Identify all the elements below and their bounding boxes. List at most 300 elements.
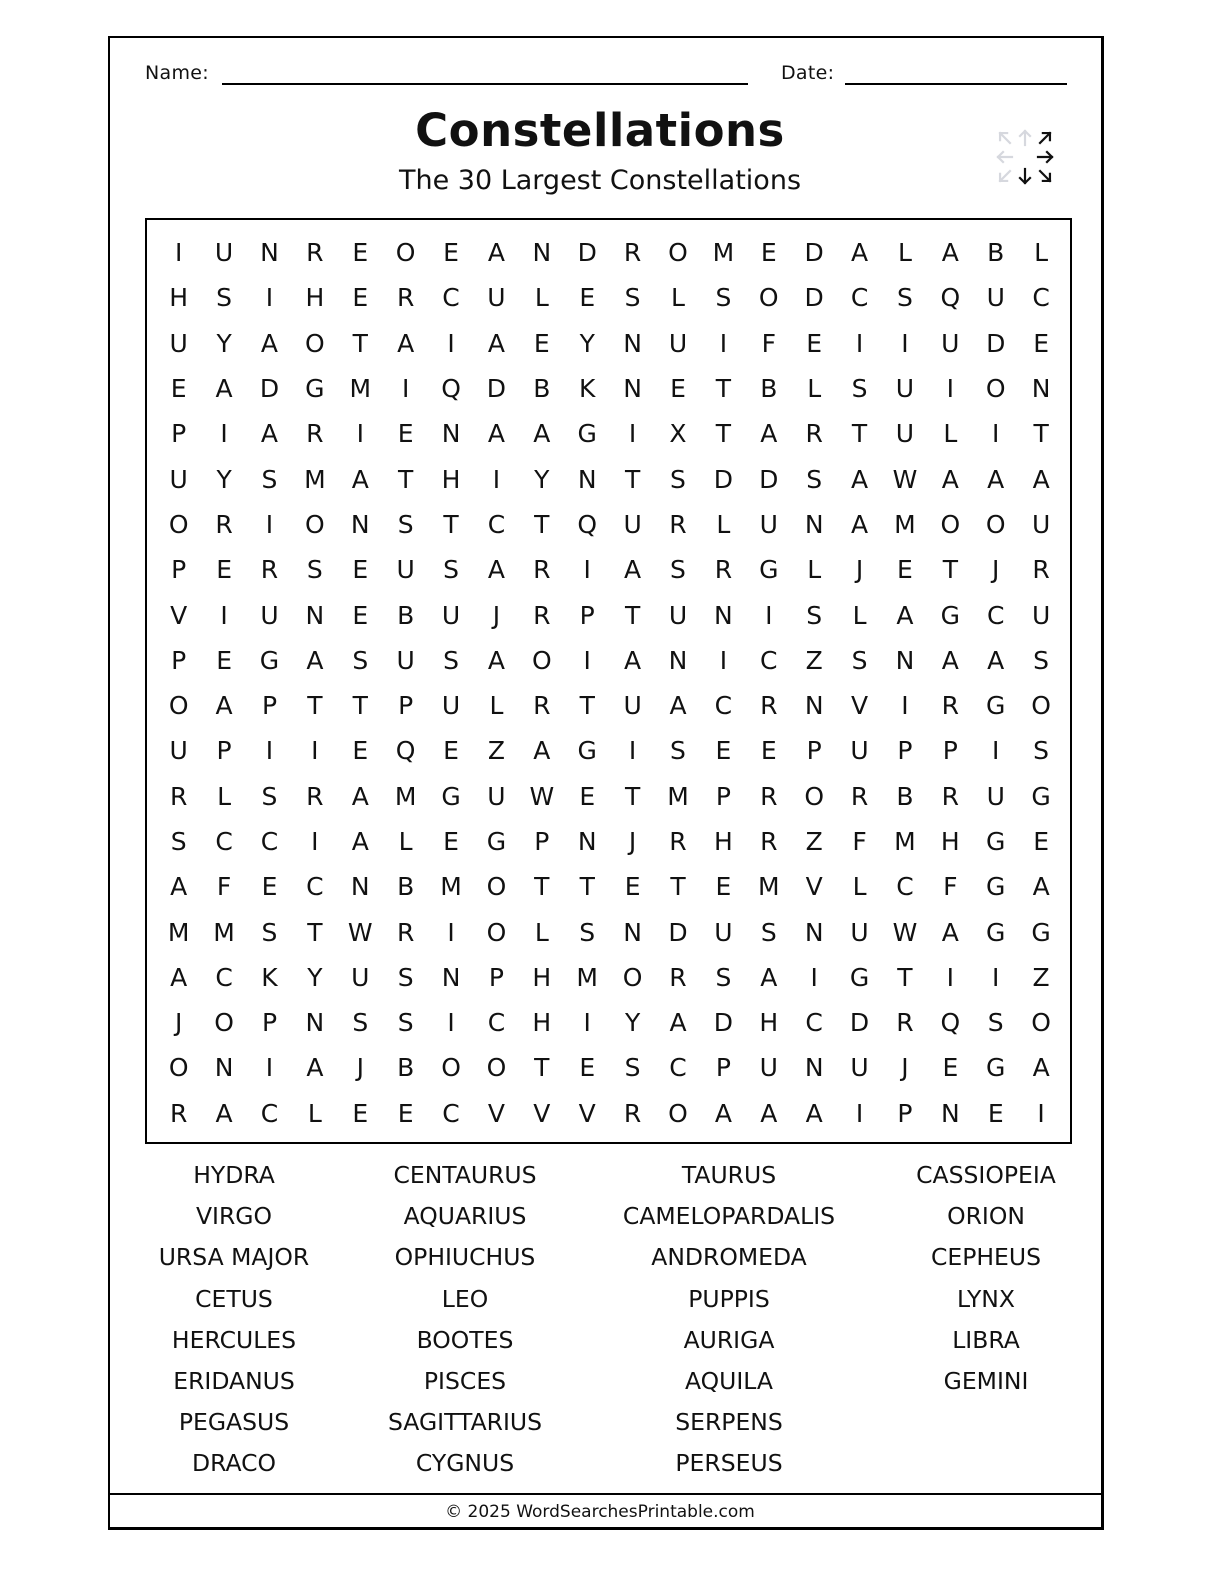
grid-cell[interactable]: O bbox=[395, 238, 416, 268]
grid-cell[interactable]: R bbox=[533, 555, 551, 585]
grid-cell[interactable]: I bbox=[311, 736, 319, 766]
grid-cell[interactable]: M bbox=[440, 872, 462, 902]
grid-cell[interactable]: O bbox=[305, 509, 325, 539]
grid-cell[interactable]: U bbox=[169, 328, 188, 358]
grid-cell[interactable]: R bbox=[396, 283, 415, 313]
grid-cell[interactable]: P bbox=[171, 555, 187, 585]
grid-cell[interactable]: J bbox=[901, 1053, 909, 1083]
grid-cell[interactable]: M bbox=[757, 872, 780, 902]
grid-cell[interactable]: I bbox=[719, 328, 728, 358]
grid-cell[interactable]: N bbox=[623, 374, 642, 404]
grid-cell[interactable]: A bbox=[669, 691, 687, 721]
grid-cell[interactable]: I bbox=[992, 962, 1000, 992]
grid-cell[interactable]: A bbox=[215, 691, 233, 721]
grid-cell[interactable]: N bbox=[350, 509, 370, 539]
grid-cell[interactable]: J bbox=[492, 600, 501, 630]
grid-cell[interactable]: A bbox=[941, 238, 959, 268]
grid-cell[interactable]: E bbox=[216, 645, 232, 675]
grid-cell[interactable]: S bbox=[760, 917, 777, 947]
grid-cell[interactable]: S bbox=[670, 555, 686, 585]
grid-cell[interactable]: G bbox=[486, 827, 507, 856]
grid-cell[interactable]: S bbox=[443, 555, 459, 585]
grid-cell[interactable]: L bbox=[807, 555, 822, 585]
grid-cell[interactable]: A bbox=[487, 328, 505, 358]
grid-cell[interactable]: U bbox=[986, 781, 1005, 811]
grid-cell[interactable]: I bbox=[855, 1098, 864, 1128]
grid-cell[interactable]: U bbox=[169, 464, 188, 494]
grid-cell[interactable]: R bbox=[1032, 555, 1050, 585]
grid-cell[interactable]: P bbox=[171, 419, 187, 449]
grid-cell[interactable]: A bbox=[351, 781, 369, 811]
grid-cell[interactable]: N bbox=[577, 827, 597, 856]
grid-cell[interactable]: L bbox=[1034, 238, 1049, 268]
grid-cell[interactable]: T bbox=[398, 464, 414, 494]
grid-cell[interactable]: H bbox=[169, 283, 189, 313]
grid-cell[interactable]: A bbox=[987, 464, 1005, 494]
grid-cell[interactable]: Q bbox=[441, 374, 461, 404]
grid-cell[interactable]: S bbox=[670, 464, 686, 494]
grid-cell[interactable]: U bbox=[169, 736, 188, 766]
name-field[interactable] bbox=[222, 83, 748, 85]
grid-cell[interactable]: H bbox=[305, 283, 325, 313]
grid-cell[interactable]: U bbox=[441, 691, 461, 721]
grid-cell[interactable]: C bbox=[442, 1098, 460, 1128]
grid-cell[interactable]: N bbox=[260, 238, 279, 268]
grid-cell[interactable]: V bbox=[851, 691, 869, 721]
grid-cell[interactable]: S bbox=[170, 827, 187, 856]
grid-cell[interactable]: Q bbox=[940, 1008, 961, 1038]
grid-cell[interactable]: T bbox=[307, 917, 323, 947]
grid-cell[interactable]: I bbox=[765, 600, 773, 630]
grid-cell[interactable]: R bbox=[850, 781, 869, 811]
grid-cell[interactable]: F bbox=[216, 872, 232, 902]
grid-cell[interactable]: C bbox=[260, 1098, 279, 1128]
grid-cell[interactable]: I bbox=[265, 509, 274, 539]
grid-cell[interactable]: U bbox=[214, 238, 234, 268]
grid-cell[interactable]: A bbox=[306, 1053, 324, 1083]
grid-cell[interactable]: I bbox=[220, 419, 228, 449]
grid-cell[interactable]: O bbox=[214, 1008, 234, 1038]
grid-cell[interactable]: H bbox=[713, 827, 733, 856]
grid-cell[interactable]: C bbox=[805, 1008, 823, 1038]
grid-cell[interactable]: R bbox=[170, 781, 188, 811]
grid-cell[interactable]: I bbox=[265, 1053, 274, 1083]
grid-cell[interactable]: S bbox=[261, 917, 278, 947]
grid-cell[interactable]: B bbox=[987, 238, 1005, 268]
grid-cell[interactable]: R bbox=[760, 781, 778, 811]
grid-cell[interactable]: S bbox=[715, 283, 732, 313]
grid-cell[interactable]: J bbox=[628, 827, 637, 856]
grid-cell[interactable]: A bbox=[624, 555, 642, 585]
grid-cell[interactable]: A bbox=[215, 374, 233, 404]
grid-cell[interactable]: P bbox=[261, 691, 278, 721]
grid-cell[interactable]: D bbox=[259, 374, 280, 404]
grid-cell[interactable]: T bbox=[897, 962, 913, 992]
grid-cell[interactable]: N bbox=[1031, 374, 1051, 404]
grid-cell[interactable]: E bbox=[579, 1053, 596, 1083]
grid-cell[interactable]: S bbox=[397, 1008, 414, 1038]
grid-cell[interactable]: B bbox=[397, 872, 415, 902]
grid-cell[interactable]: G bbox=[986, 1053, 1006, 1083]
grid-cell[interactable]: S bbox=[851, 645, 868, 675]
grid-cell[interactable]: J bbox=[175, 1008, 183, 1038]
grid-cell[interactable]: Y bbox=[216, 328, 232, 358]
grid-cell[interactable]: T bbox=[579, 872, 595, 902]
grid-cell[interactable]: H bbox=[532, 1008, 552, 1038]
grid-cell[interactable]: D bbox=[759, 464, 779, 494]
grid-cell[interactable]: R bbox=[669, 962, 687, 992]
grid-cell[interactable]: C bbox=[215, 962, 233, 992]
grid-cell[interactable]: H bbox=[940, 827, 960, 856]
grid-cell[interactable]: A bbox=[397, 328, 415, 358]
grid-cell[interactable]: L bbox=[716, 509, 731, 539]
grid-cell[interactable]: L bbox=[398, 827, 413, 856]
grid-cell[interactable]: L bbox=[489, 691, 504, 721]
grid-cell[interactable]: O bbox=[441, 1053, 461, 1083]
grid-cell[interactable]: E bbox=[216, 555, 232, 585]
grid-cell[interactable]: E bbox=[715, 736, 732, 766]
grid-cell[interactable]: A bbox=[215, 1098, 233, 1128]
grid-cell[interactable]: A bbox=[306, 645, 324, 675]
grid-cell[interactable]: N bbox=[940, 1098, 960, 1128]
grid-cell[interactable]: N bbox=[305, 600, 325, 630]
grid-cell[interactable]: M bbox=[667, 781, 689, 811]
grid-cell[interactable]: U bbox=[351, 962, 370, 992]
grid-cell[interactable]: N bbox=[623, 328, 642, 358]
grid-cell[interactable]: S bbox=[306, 555, 323, 585]
grid-cell[interactable]: T bbox=[352, 328, 368, 358]
grid-cell[interactable]: G bbox=[1031, 781, 1051, 811]
grid-cell[interactable]: T bbox=[715, 419, 732, 449]
grid-cell[interactable]: I bbox=[447, 917, 455, 947]
grid-cell[interactable]: T bbox=[670, 872, 686, 902]
grid-cell[interactable]: R bbox=[896, 1008, 914, 1038]
grid-cell[interactable]: U bbox=[623, 691, 642, 721]
grid-cell[interactable]: A bbox=[714, 1098, 732, 1128]
grid-cell[interactable]: E bbox=[443, 238, 459, 268]
grid-cell[interactable]: T bbox=[624, 464, 641, 494]
grid-cell[interactable]: P bbox=[897, 1098, 913, 1128]
grid-cell[interactable]: O bbox=[486, 917, 507, 947]
grid-cell[interactable]: P bbox=[715, 1053, 731, 1083]
grid-cell[interactable]: S bbox=[897, 283, 913, 313]
grid-cell[interactable]: G bbox=[577, 736, 597, 766]
grid-cell[interactable]: R bbox=[260, 555, 279, 585]
grid-cell[interactable]: C bbox=[760, 645, 778, 675]
grid-cell[interactable]: A bbox=[941, 917, 959, 947]
grid-cell[interactable]: Q bbox=[577, 509, 598, 539]
grid-cell[interactable]: P bbox=[398, 691, 414, 721]
grid-cell[interactable]: R bbox=[941, 691, 960, 721]
grid-cell[interactable]: A bbox=[487, 238, 505, 268]
grid-cell[interactable]: P bbox=[216, 736, 232, 766]
grid-cell[interactable]: E bbox=[170, 374, 187, 404]
grid-cell[interactable]: M bbox=[213, 917, 235, 947]
grid-cell[interactable]: S bbox=[987, 1008, 1004, 1038]
grid-cell[interactable]: D bbox=[713, 464, 734, 494]
grid-cell[interactable]: N bbox=[668, 645, 688, 675]
grid-cell[interactable]: N bbox=[441, 962, 461, 992]
grid-cell[interactable]: T bbox=[942, 555, 958, 585]
grid-cell[interactable]: S bbox=[579, 917, 596, 947]
grid-cell[interactable]: O bbox=[985, 509, 1006, 539]
grid-cell[interactable]: G bbox=[986, 827, 1006, 856]
grid-cell[interactable]: U bbox=[487, 781, 506, 811]
grid-cell[interactable]: M bbox=[349, 374, 372, 404]
grid-cell[interactable]: P bbox=[579, 600, 595, 630]
grid-cell[interactable]: I bbox=[311, 827, 319, 856]
grid-cell[interactable]: R bbox=[306, 419, 324, 449]
grid-cell[interactable]: I bbox=[492, 464, 501, 494]
grid-cell[interactable]: E bbox=[397, 419, 414, 449]
grid-cell[interactable]: S bbox=[261, 464, 278, 494]
grid-cell[interactable]: E bbox=[897, 555, 913, 585]
grid-cell[interactable]: U bbox=[623, 509, 642, 539]
grid-cell[interactable]: V bbox=[805, 872, 823, 902]
grid-cell[interactable]: W bbox=[529, 781, 555, 811]
grid-cell[interactable]: X bbox=[669, 419, 687, 449]
grid-cell[interactable]: U bbox=[850, 1053, 869, 1083]
grid-cell[interactable]: A bbox=[487, 419, 505, 449]
grid-cell[interactable]: T bbox=[352, 691, 368, 721]
grid-cell[interactable]: I bbox=[401, 374, 410, 404]
grid-cell[interactable]: G bbox=[759, 555, 779, 585]
grid-cell[interactable]: G bbox=[986, 691, 1006, 721]
grid-cell[interactable]: N bbox=[577, 464, 597, 494]
grid-cell[interactable]: A bbox=[851, 464, 869, 494]
grid-cell[interactable]: A bbox=[170, 872, 188, 902]
grid-cell[interactable]: Y bbox=[534, 464, 550, 494]
grid-cell[interactable]: U bbox=[396, 555, 415, 585]
grid-cell[interactable]: T bbox=[307, 691, 323, 721]
grid-cell[interactable]: P bbox=[534, 827, 550, 856]
grid-cell[interactable]: O bbox=[486, 872, 507, 902]
grid-cell[interactable]: V bbox=[170, 600, 188, 630]
grid-cell[interactable]: W bbox=[892, 917, 918, 947]
grid-cell[interactable]: A bbox=[624, 645, 642, 675]
grid-cell[interactable]: O bbox=[668, 1098, 688, 1128]
grid-cell[interactable]: I bbox=[1037, 1098, 1045, 1128]
grid-cell[interactable]: U bbox=[850, 917, 869, 947]
grid-cell[interactable]: I bbox=[946, 962, 955, 992]
grid-cell[interactable]: M bbox=[894, 509, 916, 539]
grid-cell[interactable]: U bbox=[668, 328, 688, 358]
grid-cell[interactable]: O bbox=[1031, 691, 1051, 721]
grid-cell[interactable]: T bbox=[624, 600, 641, 630]
grid-cell[interactable]: N bbox=[214, 1053, 234, 1083]
grid-cell[interactable]: F bbox=[852, 827, 867, 856]
grid-cell[interactable]: E bbox=[987, 1098, 1004, 1128]
grid-cell[interactable]: R bbox=[623, 1098, 642, 1128]
grid-cell[interactable]: A bbox=[760, 419, 778, 449]
grid-cell[interactable]: U bbox=[941, 328, 960, 358]
grid-cell[interactable]: R bbox=[306, 781, 324, 811]
grid-cell[interactable]: O bbox=[940, 509, 961, 539]
grid-cell[interactable]: U bbox=[441, 600, 461, 630]
grid-cell[interactable]: E bbox=[261, 872, 278, 902]
grid-cell[interactable]: S bbox=[624, 283, 641, 313]
grid-cell[interactable]: R bbox=[623, 238, 642, 268]
grid-cell[interactable]: I bbox=[901, 691, 909, 721]
grid-cell[interactable]: Y bbox=[579, 328, 595, 358]
grid-cell[interactable]: D bbox=[713, 1008, 734, 1038]
grid-cell[interactable]: Q bbox=[940, 283, 961, 313]
grid-cell[interactable]: O bbox=[758, 283, 779, 313]
grid-cell[interactable]: R bbox=[170, 1098, 188, 1128]
grid-cell[interactable]: A bbox=[1032, 464, 1050, 494]
grid-cell[interactable]: N bbox=[532, 238, 552, 268]
grid-cell[interactable]: G bbox=[577, 419, 597, 449]
grid-cell[interactable]: A bbox=[851, 509, 869, 539]
grid-cell[interactable]: G bbox=[986, 872, 1006, 902]
grid-cell[interactable]: O bbox=[985, 374, 1006, 404]
grid-cell[interactable]: R bbox=[215, 509, 233, 539]
grid-cell[interactable]: E bbox=[533, 328, 550, 358]
grid-cell[interactable]: B bbox=[896, 781, 914, 811]
grid-cell[interactable]: Q bbox=[395, 736, 416, 766]
grid-cell[interactable]: O bbox=[486, 1053, 507, 1083]
grid-cell[interactable]: S bbox=[715, 962, 732, 992]
grid-cell[interactable]: E bbox=[579, 781, 596, 811]
grid-cell[interactable]: C bbox=[260, 827, 279, 856]
grid-cell[interactable]: P bbox=[171, 645, 187, 675]
grid-cell[interactable]: L bbox=[534, 917, 549, 947]
grid-cell[interactable]: R bbox=[396, 917, 415, 947]
grid-cell[interactable]: O bbox=[804, 781, 824, 811]
grid-cell[interactable]: M bbox=[712, 238, 735, 268]
grid-cell[interactable]: N bbox=[305, 1008, 325, 1038]
grid-cell[interactable]: M bbox=[576, 962, 598, 992]
grid-cell[interactable]: O bbox=[168, 1053, 189, 1083]
grid-cell[interactable]: E bbox=[624, 872, 641, 902]
grid-cell[interactable]: I bbox=[901, 328, 909, 358]
grid-cell[interactable]: S bbox=[397, 962, 414, 992]
grid-cell[interactable]: E bbox=[760, 238, 777, 268]
grid-cell[interactable]: P bbox=[897, 736, 913, 766]
grid-cell[interactable]: R bbox=[714, 555, 733, 585]
grid-cell[interactable]: U bbox=[895, 374, 915, 404]
grid-cell[interactable]: I bbox=[583, 1008, 591, 1038]
grid-cell[interactable]: E bbox=[942, 1053, 959, 1083]
grid-cell[interactable]: D bbox=[804, 283, 824, 313]
grid-cell[interactable]: E bbox=[352, 555, 369, 585]
grid-cell[interactable]: C bbox=[986, 600, 1005, 630]
grid-cell[interactable]: I bbox=[719, 645, 728, 675]
grid-cell[interactable]: C bbox=[306, 872, 324, 902]
grid-cell[interactable]: L bbox=[534, 283, 549, 313]
grid-cell[interactable]: A bbox=[533, 736, 551, 766]
grid-cell[interactable]: O bbox=[168, 509, 189, 539]
grid-cell[interactable]: N bbox=[804, 509, 824, 539]
grid-cell[interactable]: H bbox=[759, 1008, 779, 1038]
grid-cell[interactable]: Z bbox=[1032, 962, 1050, 992]
grid-cell[interactable]: A bbox=[351, 464, 369, 494]
grid-cell[interactable]: H bbox=[532, 962, 552, 992]
grid-cell[interactable]: G bbox=[849, 962, 870, 992]
grid-cell[interactable]: C bbox=[1032, 283, 1050, 313]
grid-cell[interactable]: A bbox=[487, 555, 505, 585]
grid-cell[interactable]: S bbox=[806, 464, 823, 494]
grid-cell[interactable]: P bbox=[715, 781, 731, 811]
grid-cell[interactable]: Z bbox=[805, 827, 823, 856]
grid-cell[interactable]: N bbox=[623, 917, 642, 947]
grid-cell[interactable]: S bbox=[443, 645, 459, 675]
grid-cell[interactable]: G bbox=[259, 645, 280, 675]
grid-cell[interactable]: L bbox=[807, 374, 822, 404]
grid-cell[interactable]: B bbox=[533, 374, 551, 404]
grid-cell[interactable]: D bbox=[486, 374, 507, 404]
grid-cell[interactable]: E bbox=[715, 872, 732, 902]
grid-cell[interactable]: U bbox=[260, 600, 279, 630]
grid-cell[interactable]: E bbox=[352, 600, 369, 630]
grid-cell[interactable]: S bbox=[216, 283, 233, 313]
grid-cell[interactable]: R bbox=[306, 238, 324, 268]
grid-cell[interactable]: O bbox=[531, 645, 552, 675]
grid-cell[interactable]: C bbox=[850, 283, 869, 313]
grid-cell[interactable]: A bbox=[351, 827, 369, 856]
grid-cell[interactable]: S bbox=[851, 374, 868, 404]
grid-cell[interactable]: M bbox=[394, 781, 417, 811]
grid-cell[interactable]: C bbox=[669, 1053, 687, 1083]
grid-cell[interactable]: J bbox=[855, 555, 864, 585]
grid-cell[interactable]: I bbox=[447, 1008, 455, 1038]
grid-cell[interactable]: S bbox=[352, 1008, 369, 1038]
grid-cell[interactable]: A bbox=[805, 1098, 823, 1128]
grid-cell[interactable]: E bbox=[397, 1098, 414, 1128]
grid-cell[interactable]: O bbox=[622, 962, 643, 992]
grid-cell[interactable]: E bbox=[1033, 328, 1050, 358]
grid-cell[interactable]: E bbox=[352, 283, 369, 313]
grid-cell[interactable]: R bbox=[669, 509, 687, 539]
date-field[interactable] bbox=[845, 83, 1067, 85]
grid-cell[interactable]: U bbox=[759, 1053, 778, 1083]
grid-cell[interactable]: U bbox=[1031, 509, 1051, 539]
grid-cell[interactable]: C bbox=[714, 691, 733, 721]
grid-cell[interactable]: A bbox=[941, 464, 959, 494]
grid-cell[interactable]: L bbox=[852, 872, 867, 902]
grid-cell[interactable]: Y bbox=[307, 962, 323, 992]
grid-cell[interactable]: I bbox=[265, 283, 274, 313]
grid-cell[interactable]: V bbox=[487, 1098, 505, 1128]
grid-cell[interactable]: A bbox=[260, 419, 279, 449]
grid-cell[interactable]: I bbox=[583, 555, 591, 585]
grid-cell[interactable]: L bbox=[671, 283, 685, 313]
grid-cell[interactable]: D bbox=[804, 238, 824, 268]
grid-cell[interactable]: O bbox=[668, 238, 688, 268]
grid-cell[interactable]: K bbox=[261, 962, 278, 992]
grid-cell[interactable]: I bbox=[265, 736, 274, 766]
grid-cell[interactable]: S bbox=[352, 645, 369, 675]
grid-cell[interactable]: A bbox=[760, 1098, 778, 1128]
grid-cell[interactable]: V bbox=[578, 1098, 596, 1128]
grid-cell[interactable]: T bbox=[624, 781, 641, 811]
grid-cell[interactable]: Y bbox=[216, 464, 232, 494]
grid-cell[interactable]: W bbox=[347, 917, 373, 947]
grid-cell[interactable]: N bbox=[895, 645, 915, 675]
grid-cell[interactable]: D bbox=[986, 328, 1006, 358]
grid-cell[interactable]: K bbox=[579, 374, 596, 404]
grid-cell[interactable]: R bbox=[760, 827, 778, 856]
grid-cell[interactable]: A bbox=[1032, 1053, 1050, 1083]
grid-cell[interactable]: C bbox=[215, 827, 233, 856]
grid-cell[interactable]: Y bbox=[624, 1008, 641, 1038]
grid-cell[interactable]: B bbox=[397, 1053, 415, 1083]
grid-cell[interactable]: U bbox=[668, 600, 688, 630]
grid-cell[interactable]: R bbox=[805, 419, 823, 449]
grid-cell[interactable]: G bbox=[986, 917, 1006, 947]
grid-cell[interactable]: S bbox=[261, 781, 278, 811]
grid-cell[interactable]: E bbox=[670, 374, 686, 404]
